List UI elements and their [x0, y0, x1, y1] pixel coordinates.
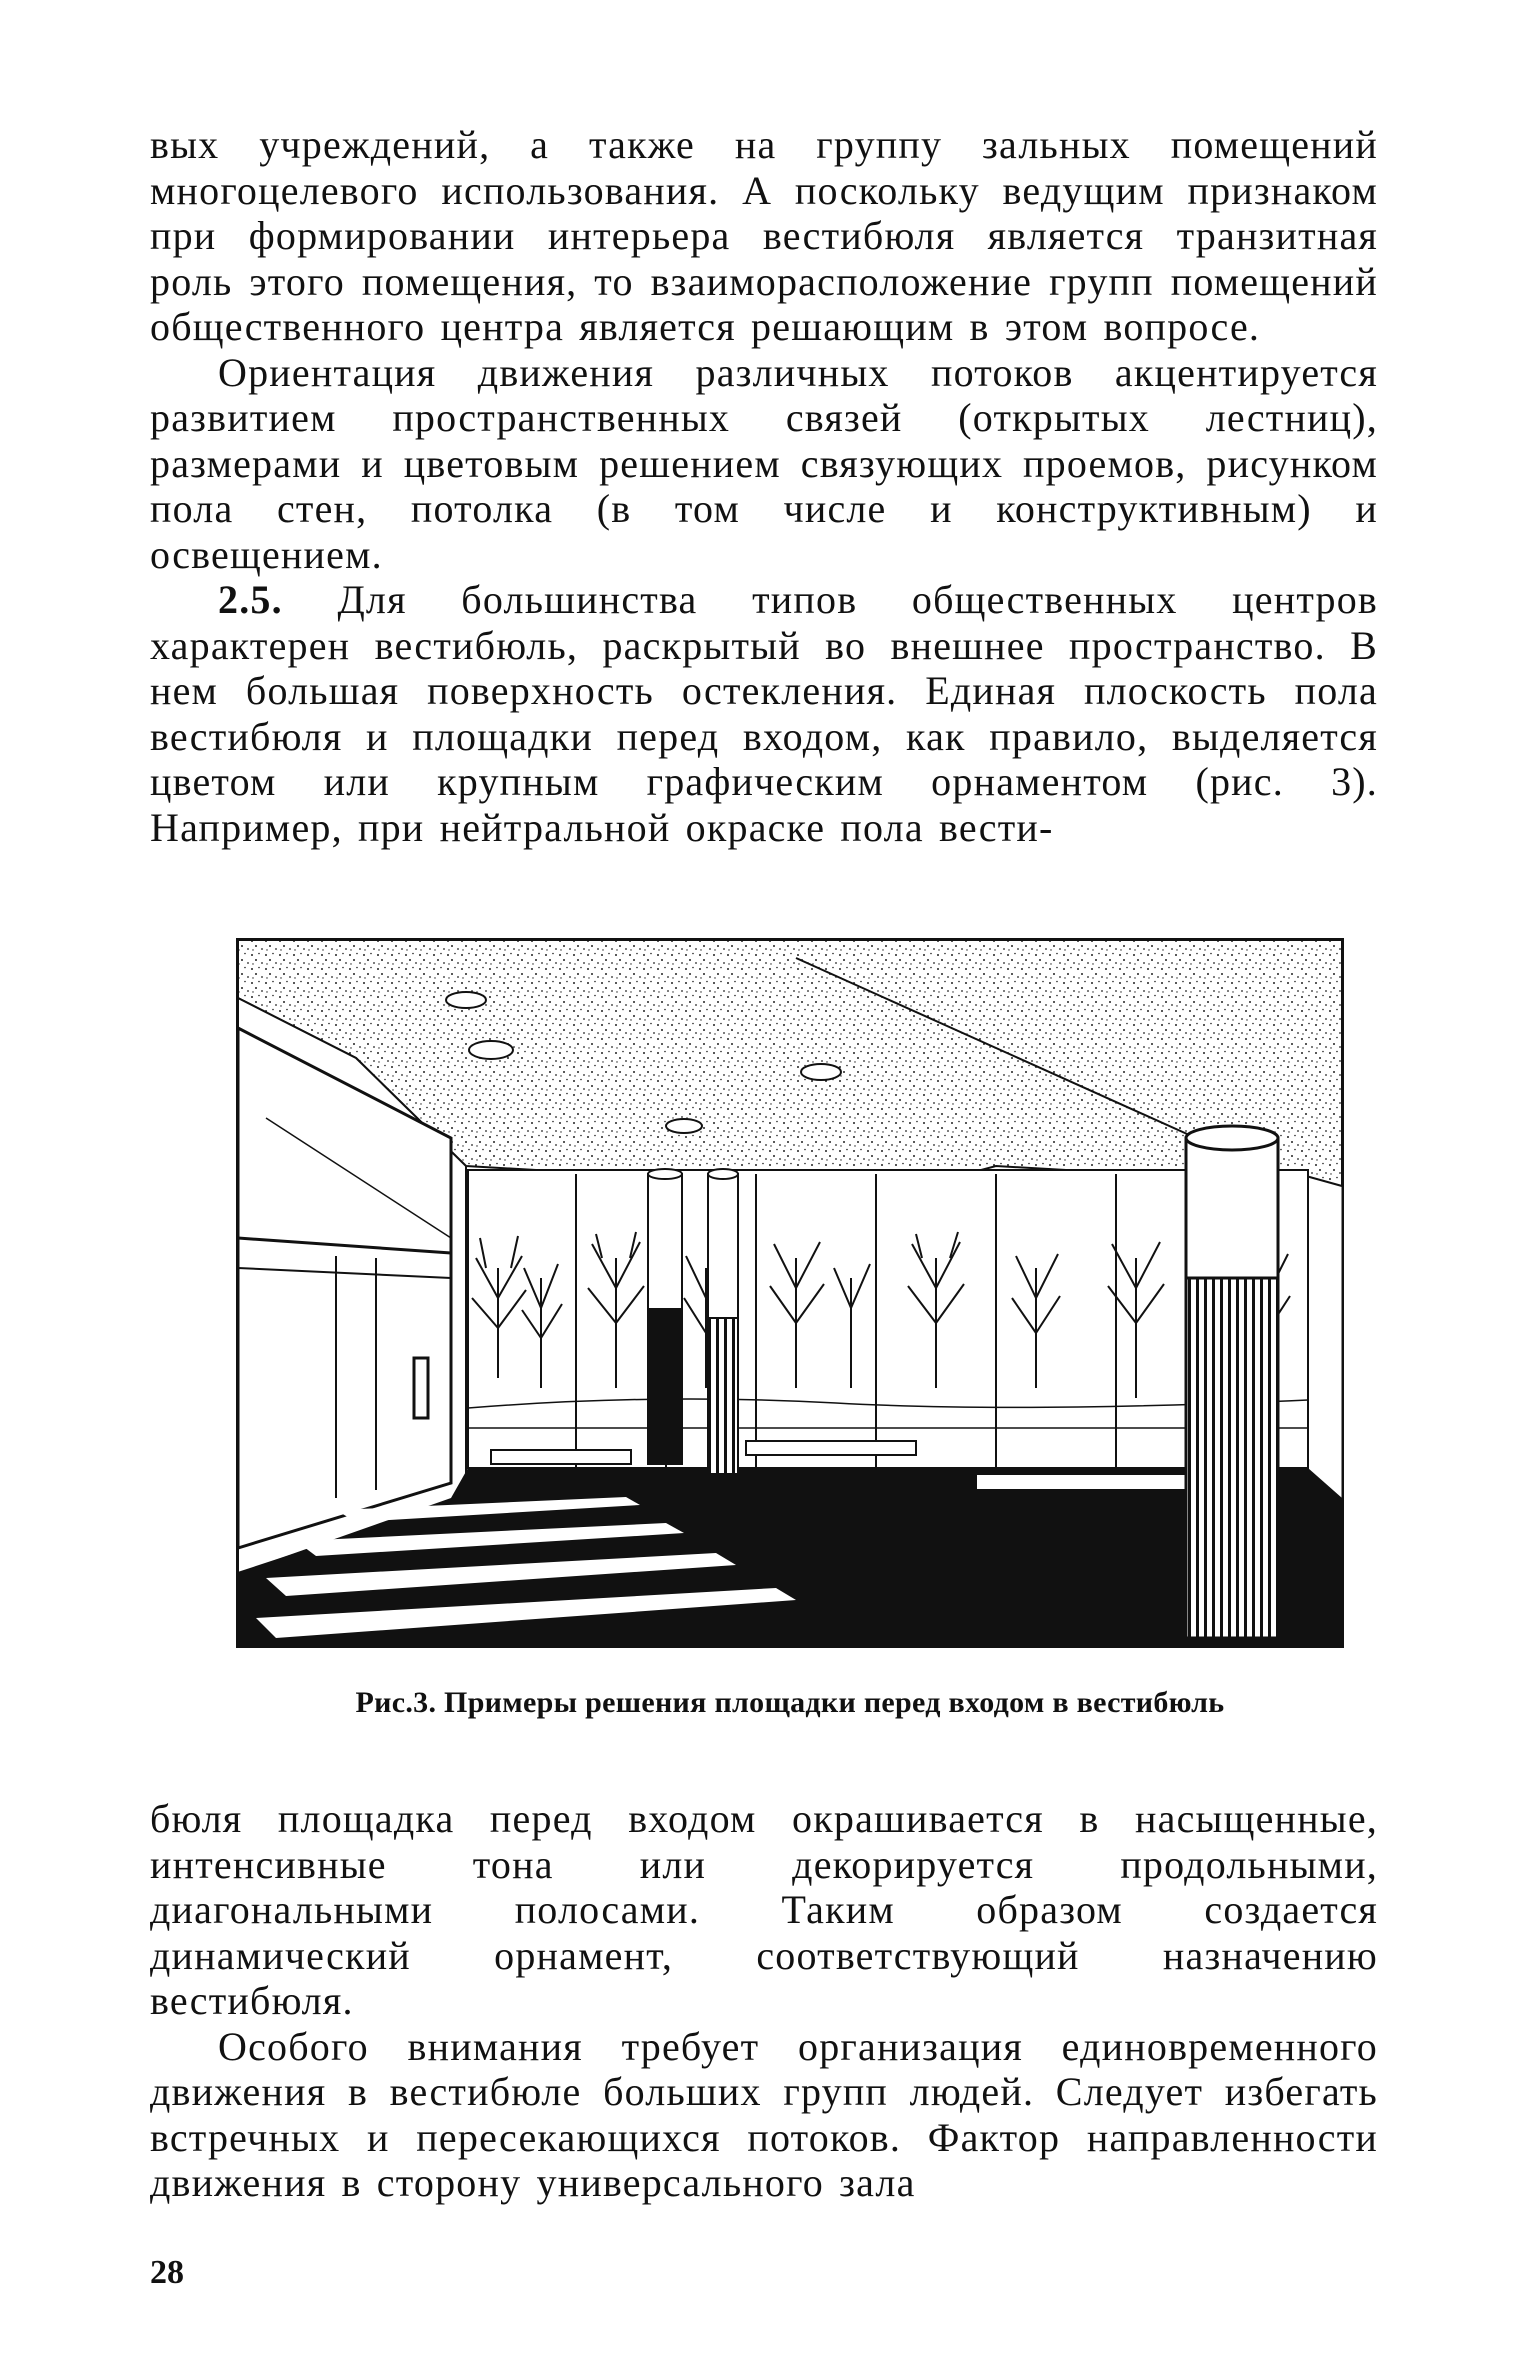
column-3: [1186, 1126, 1278, 1638]
column-2: [708, 1169, 738, 1474]
paragraph-5: Особого внимания требует организация единовременного движения в вестибюле больших групп людей. Следует избегать встречных и пересекающихся потоков. Фактор направленности движения в сторону универсального зала: [150, 2023, 1378, 2205]
bench-1: [491, 1450, 631, 1464]
ceiling-light-2: [469, 1041, 513, 1059]
ceiling-light-4: [666, 1119, 702, 1133]
section-text: Для большинства типов общественных центров характерен вестибюль, раскрытый во внешнее пространство. В нем большая поверхность остекления. Единая плоскость пола вестибюля и площадки перед входом, как правило, выделяется цветом или крупным графическим орнаментом (рис. 3). Например, при нейтральной окраске пола вести-: [150, 577, 1378, 850]
bottom-text-block: [150, 1796, 1378, 2206]
page-number: 28: [150, 2254, 184, 2291]
figure-vestibule-illustration: [236, 938, 1344, 1648]
back-glazing: [468, 1170, 1308, 1468]
door-handle: [414, 1358, 428, 1418]
top-text-block: [150, 122, 1378, 850]
column-1: [648, 1169, 682, 1464]
bench-2: [746, 1441, 916, 1455]
paragraph-4: бюля площадка перед входом окрашивается в насыщенные, интенсивные тона или декорируется продольными, диагональными полосами. Таким образом создается динамический орнамент, соответствующий назначению вестибюля.: [150, 1796, 1378, 2023]
figure-caption: Рис.3. Примеры решения площадки перед входом в вестибюль: [355, 1686, 1225, 1719]
paragraph-1: вых учреждений, а также на группу зальных помещений многоцелевого использования. А поскольку ведущим признаком при формировании интерьера вестибюля является транзитная роль этого помещения, то взаиморасположение групп помещений общественного центра является решающим в этом вопросе.: [150, 122, 1378, 349]
paragraph-2: Ориентация движения различных потоков акцентируется развитием пространственных связей (открытых лестниц), размерами и цветовым решением связующих проемов, рисунком пола стен, потолка (в том числе и конструктивным) и освещением.: [150, 349, 1378, 577]
section-paragraph: [150, 577, 1378, 850]
ceiling-light-3: [801, 1064, 841, 1080]
ceiling-light-1: [446, 992, 486, 1008]
bench-3: [976, 1474, 1206, 1490]
section-number: 2.5.: [218, 577, 283, 622]
